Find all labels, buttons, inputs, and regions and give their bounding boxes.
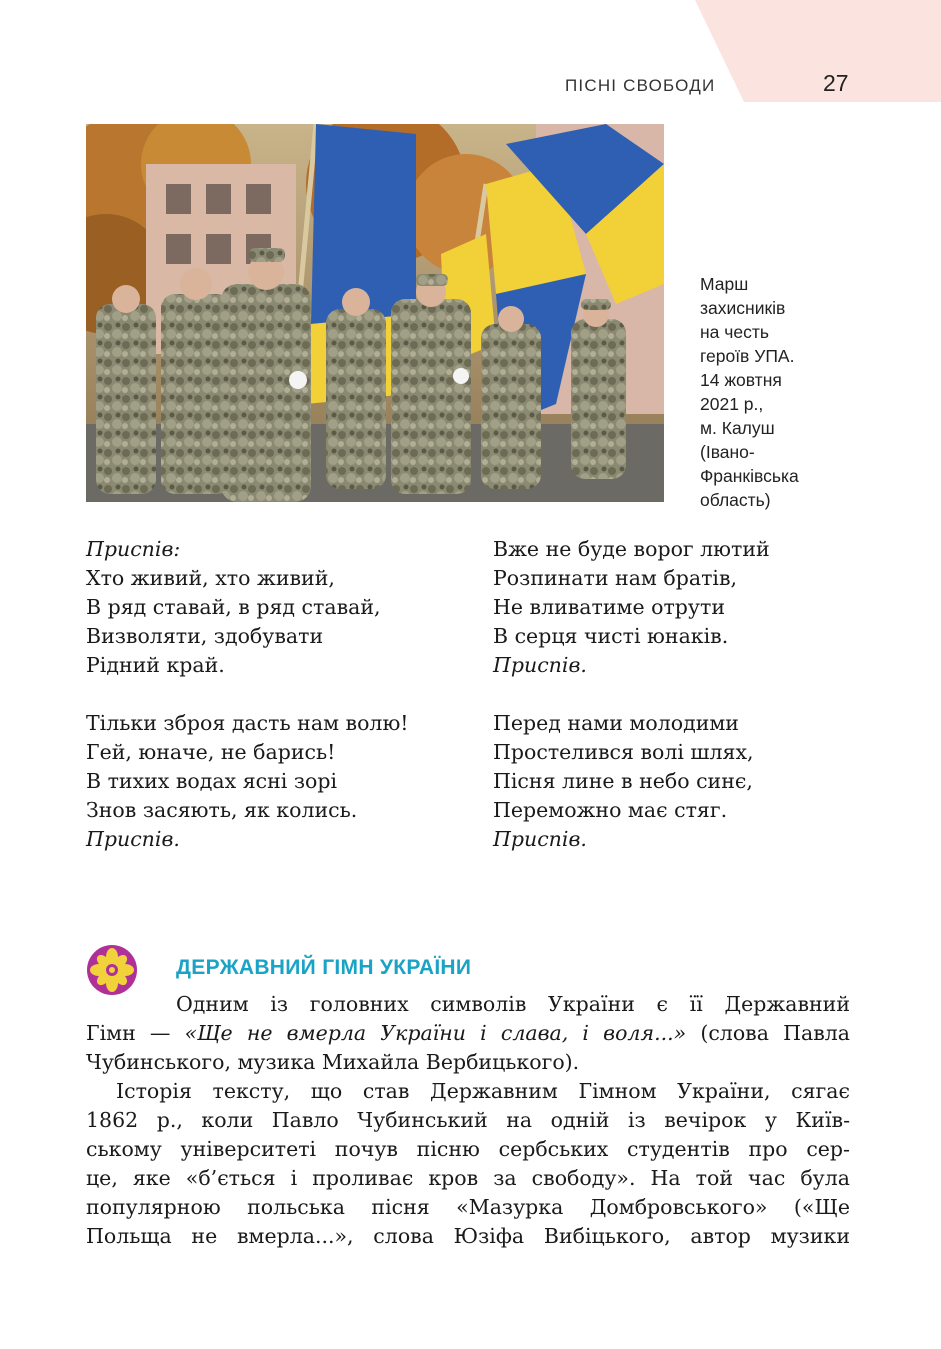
chorus-label: Приспів. (493, 827, 587, 851)
caption-line: Франківська (700, 466, 799, 486)
verse-line: Визволяти, здобувати (86, 624, 324, 648)
caption-line: захисників (700, 298, 786, 318)
verse-line: Переможно має стяг. (493, 798, 728, 822)
march-photo (86, 124, 664, 502)
paragraph-line: Історія тексту, що став Державним Гімном України, сягає (116, 1079, 850, 1103)
text-run: (слова Павла (686, 1021, 850, 1045)
photo-caption (700, 272, 840, 512)
caption-line: Марш (700, 274, 749, 294)
caption-line: 14 жовтня (700, 370, 782, 390)
stanza-left-2 (86, 709, 409, 854)
caption-line: на честь (700, 322, 769, 342)
page-number: 27 (823, 70, 849, 96)
stanza-left-1 (86, 535, 381, 680)
chorus-label: Приспів. (493, 653, 587, 677)
paragraph-line (86, 1019, 850, 1048)
verse-line: Перед нами молодими (493, 711, 739, 735)
paragraph-line: популярною польська пісня «Мазурка Домбровського» («Ще (86, 1195, 850, 1219)
section-title: ДЕРЖАВНИЙ ГІМН УКРАЇНИ (176, 956, 472, 979)
paragraph-line: це, яке «б’ється і проливає кров за свободу». На той час була (86, 1166, 850, 1190)
chorus-label: Приспів. (86, 827, 180, 851)
caption-line: 2021 р., (700, 394, 764, 414)
caption-line: область) (700, 490, 771, 510)
chorus-label: Приспів: (86, 537, 181, 561)
verse-line: Гей, юначе, не барись! (86, 740, 336, 764)
paragraph-line: Чубинського, музика Михайла Вербицького). (86, 1050, 580, 1074)
text-run: Гімн — (86, 1021, 185, 1045)
verse-line: Вже не буде ворог лютий (493, 537, 770, 561)
verse-line: Знов засяють, як колись. (86, 798, 358, 822)
anthem-quote: «Ще не вмерла України і слава, і воля...» (184, 1021, 687, 1045)
verse-line: В серця чисті юнаків. (493, 624, 729, 648)
stanza-right-1 (493, 535, 770, 680)
caption-line: (Івано- (700, 442, 755, 462)
page-corner-decoration (0, 0, 941, 102)
verse-line: Розпинати нам братів, (493, 566, 738, 590)
caption-line: героїв УПА. (700, 346, 795, 366)
stanza-right-2 (493, 709, 754, 854)
verse-line: Простелився волі шлях, (493, 740, 754, 764)
verse-line: В тихих водах ясні зорі (86, 769, 338, 793)
paragraph-line: Польща не вмерла...», слова Юзіфа Вибіцького, автор музики (86, 1224, 850, 1248)
caption-line: м. Калуш (700, 418, 775, 438)
paragraph-line: Одним із головних символів України є її Державний (176, 992, 850, 1016)
verse-line: В ряд ставай, в ряд ставай, (86, 595, 381, 619)
verse-line: Не вливатиме отрути (493, 595, 725, 619)
verse-line: Хто живий, хто живий, (86, 566, 335, 590)
paragraph-line: ському університеті почув пісню сербських студентів про сер- (86, 1137, 850, 1161)
verse-line: Рідний край. (86, 653, 225, 677)
flower-emblem-icon (86, 944, 138, 996)
verse-line: Пісня лине в небо синє, (493, 769, 753, 793)
paragraph-line: 1862 р., коли Павло Чубинський на одній із вечірок у Київ- (86, 1108, 850, 1132)
verse-line: Тільки зброя дасть нам волю! (86, 711, 409, 735)
running-head: ПІСНІ СВОБОДИ (565, 76, 716, 95)
